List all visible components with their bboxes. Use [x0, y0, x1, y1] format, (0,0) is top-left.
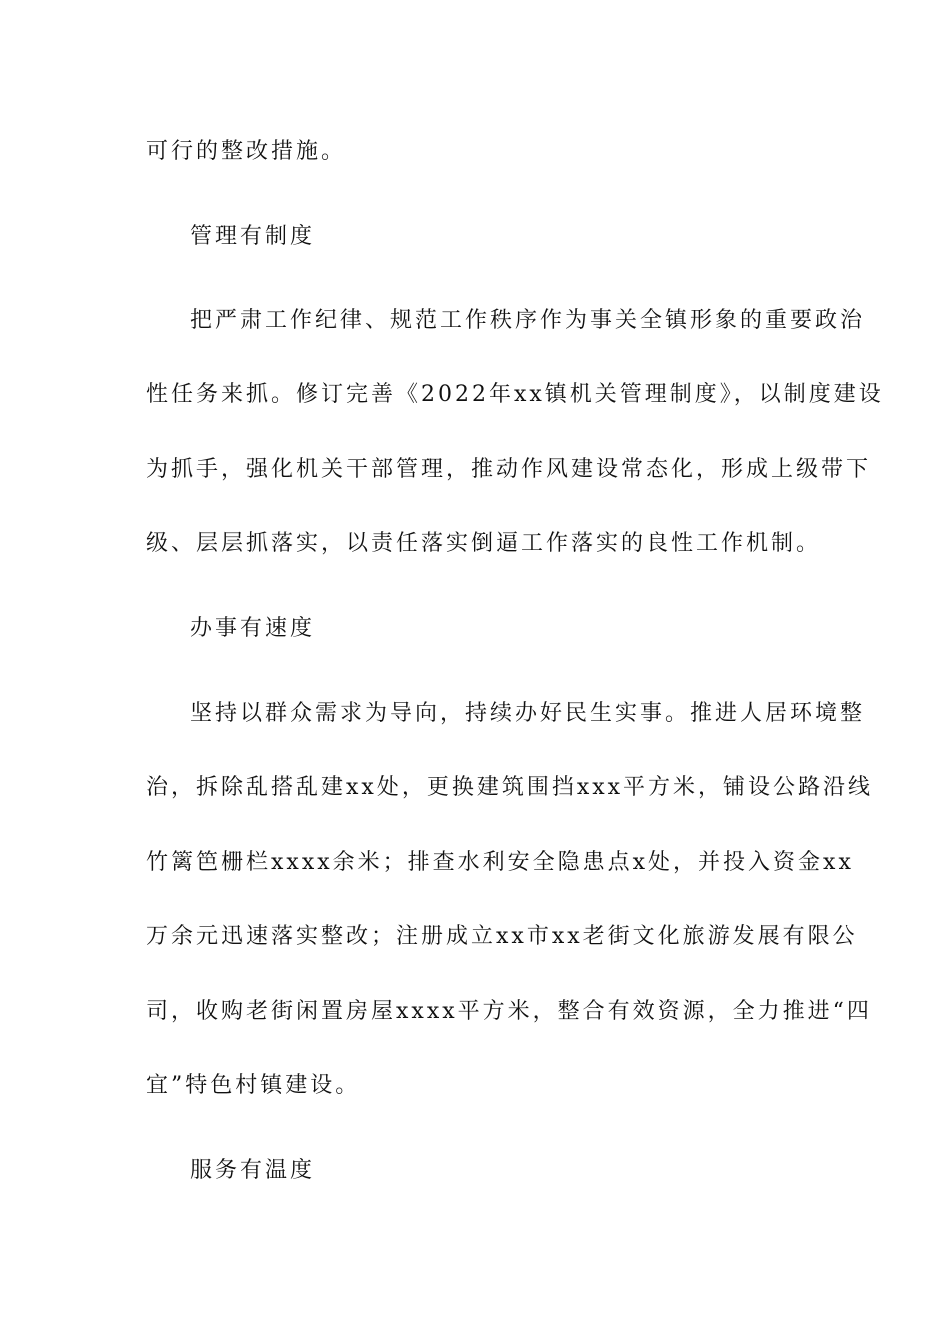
paragraph-line: 为抓手，强化机关干部管理，推动作风建设常态化，形成上级带下 — [146, 457, 872, 482]
paragraph-line: 司，收购老街闲置房屋xxxx平方米，整合有效资源，全力推进“四 — [146, 999, 872, 1024]
section-heading-management: 管理有制度 — [190, 224, 316, 249]
paragraph-line: 把严肃工作纪律、规范工作秩序作为事关全镇形象的重要政治 — [190, 308, 866, 333]
paragraph-line: 万余元迅速落实整改；注册成立xx市xx老街文化旅游发展有限公 — [146, 924, 858, 949]
paragraph-line: 级、层层抓落实，以责任落实倒逼工作落实的良性工作机制。 — [146, 531, 822, 556]
paragraph-line: 竹篱笆栅栏xxxx余米；排查水利安全隐患点x处，并投入资金xx — [146, 850, 854, 875]
paragraph-line: 治，拆除乱搭乱建xx处，更换建筑围挡xxx平方米，铺设公路沿线 — [146, 775, 874, 800]
paragraph-line: 坚持以群众需求为导向，持续办好民生实事。推进人居环境整 — [190, 701, 866, 726]
paragraph-line: 宜”特色村镇建设。 — [146, 1073, 361, 1098]
paragraph-line: 可行的整改措施。 — [146, 139, 347, 164]
paragraph-line: 性任务来抓。修订完善《2022年xx镇机关管理制度》，以制度建设 — [146, 382, 884, 407]
section-heading-efficiency: 办事有速度 — [190, 616, 316, 641]
section-heading-service: 服务有温度 — [190, 1158, 316, 1183]
